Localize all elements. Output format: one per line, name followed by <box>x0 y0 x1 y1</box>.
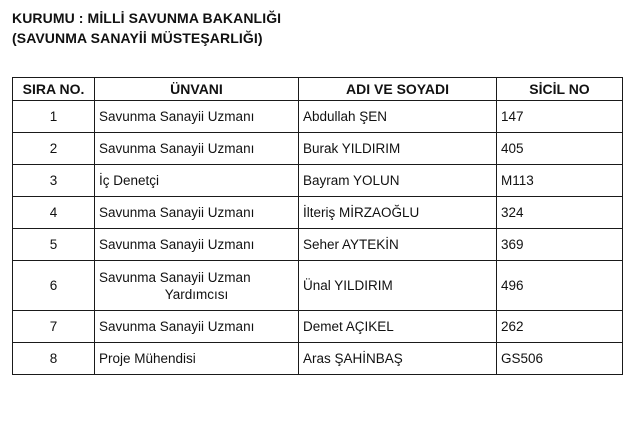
row-title-text: İç Denetçi <box>99 173 160 188</box>
column-header-unvani: ÜNVANI <box>95 78 299 101</box>
sub-institution-line: (SAVUNMA SANAYİİ MÜSTEŞARLIĞI) <box>12 30 263 46</box>
row-title-text-line2: Yardımcısı <box>164 286 229 302</box>
row-number: 3 <box>13 165 95 197</box>
table-row <box>13 343 623 375</box>
row-name: İlteriş MİRZAOĞLU <box>299 197 497 229</box>
table-row <box>13 311 623 343</box>
table-header-row <box>13 78 623 101</box>
row-name: Aras ŞAHİNBAŞ <box>299 343 497 375</box>
institution-line: KURUMU : MİLLİ SAVUNMA BAKANLIĞI <box>12 10 282 26</box>
row-name: Burak YILDIRIM <box>299 133 497 165</box>
table-row <box>13 133 623 165</box>
row-name: Bayram YOLUN <box>299 165 497 197</box>
column-header-adi-soyadi: ADI VE SOYADI <box>299 78 497 101</box>
row-number: 8 <box>13 343 95 375</box>
row-title-text: Savunma Sanayii Uzman <box>99 269 251 285</box>
document-header <box>12 8 281 48</box>
row-title <box>95 165 299 197</box>
row-number: 4 <box>13 197 95 229</box>
row-title <box>95 261 299 311</box>
row-name: Demet AÇIKEL <box>299 311 497 343</box>
row-title-text: Savunma Sanayii Uzmanı <box>99 141 255 156</box>
row-sicil: M113 <box>497 165 623 197</box>
row-title <box>95 197 299 229</box>
row-sicil: 147 <box>497 101 623 133</box>
row-sicil: 324 <box>497 197 623 229</box>
table-row <box>13 197 623 229</box>
row-sicil: 405 <box>497 133 623 165</box>
row-title <box>95 101 299 133</box>
table-row <box>13 229 623 261</box>
row-sicil: 369 <box>497 229 623 261</box>
row-sicil: GS506 <box>497 343 623 375</box>
row-title-text: Savunma Sanayii Uzmanı <box>99 319 255 334</box>
row-title <box>95 229 299 261</box>
row-number: 7 <box>13 311 95 343</box>
row-name: Abdullah ŞEN <box>299 101 497 133</box>
row-number: 1 <box>13 101 95 133</box>
row-title-text: Savunma Sanayii Uzmanı <box>99 205 255 220</box>
row-number: 2 <box>13 133 95 165</box>
row-number: 6 <box>13 261 95 311</box>
row-number: 5 <box>13 229 95 261</box>
row-title <box>95 133 299 165</box>
column-header-sicil-no: SİCİL NO <box>497 78 623 101</box>
personnel-table <box>12 77 623 375</box>
row-name: Ünal YILDIRIM <box>299 261 497 311</box>
table-row <box>13 101 623 133</box>
table-row <box>13 165 623 197</box>
row-title <box>95 343 299 375</box>
column-header-sira-no: SIRA NO. <box>13 78 95 101</box>
row-title-text: Savunma Sanayii Uzmanı <box>99 237 255 252</box>
row-title <box>95 311 299 343</box>
row-sicil: 496 <box>497 261 623 311</box>
row-name: Seher AYTEKİN <box>299 229 497 261</box>
row-title-text: Savunma Sanayii Uzmanı <box>99 109 255 124</box>
table-row <box>13 261 623 311</box>
row-title-text: Proje Mühendisi <box>99 351 196 366</box>
row-sicil: 262 <box>497 311 623 343</box>
